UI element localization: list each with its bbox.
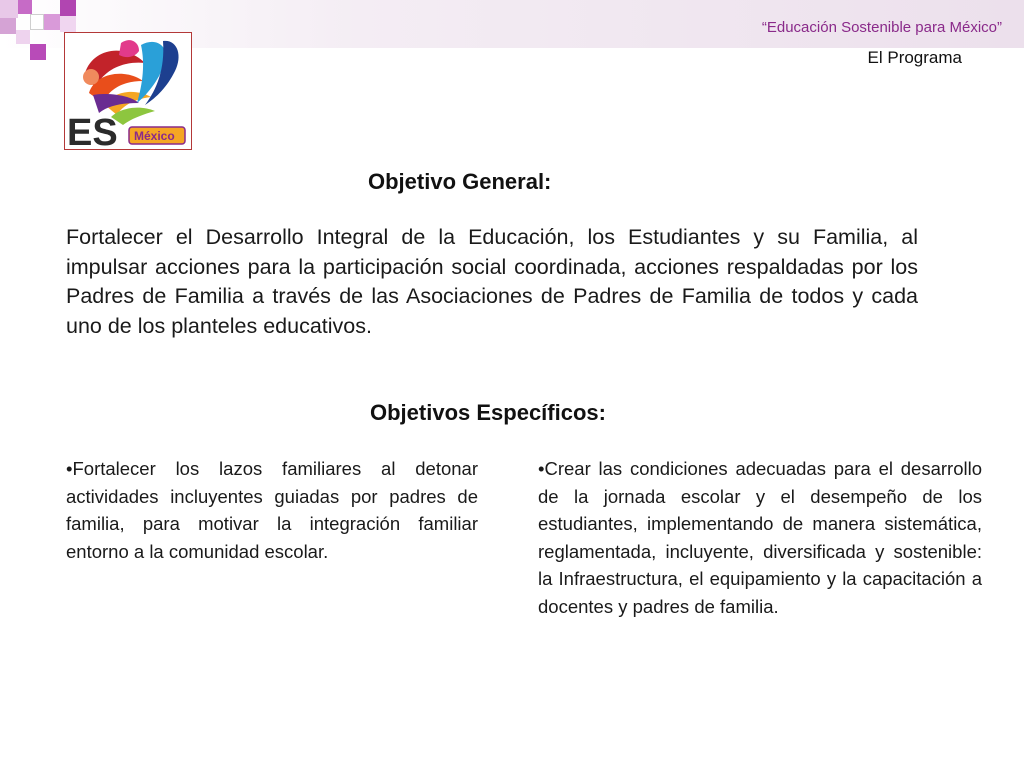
logo-graphic xyxy=(65,33,190,148)
specific-objectives-title: Objetivos Específicos: xyxy=(370,400,606,425)
specific-objective-item: •Crear las condiciones adecuadas para el desarrollo de la jornada escolar y el desempeño de los estudiantes, implementando de manera sistemática, reglamentada, incluyente, diversificada y sostenible: la Infraestructura, el equipamiento y la capacitación a docentes y padres de familia. xyxy=(538,458,982,617)
logo-letters: ES xyxy=(67,112,118,148)
slide-tagline: “Educación Sostenible para México” xyxy=(761,19,1002,36)
es-mexico-logo xyxy=(64,32,192,150)
general-objective-text: Fortalecer el Desarrollo Integral de la Educación, los Estudiantes y su Familia, al impulsar acciones para la participación social coordinada, acciones respaldadas por los Padres de Familia a través de las Asociaciones de Padres de Familia de todos y cada uno de los planteles educativos. xyxy=(66,225,918,338)
logo-dot xyxy=(83,69,99,85)
section-name: El Programa xyxy=(867,48,962,67)
specific-objective-item: •Fortalecer los lazos familiares al detonar actividades incluyentes guiadas por padres de familia, para motivar la integración familiar entorno a la comunidad escolar. xyxy=(66,458,478,562)
logo-country: México xyxy=(134,129,175,143)
logo-petal-pink xyxy=(119,40,139,57)
general-objective-title: Objetivo General: xyxy=(368,169,552,194)
